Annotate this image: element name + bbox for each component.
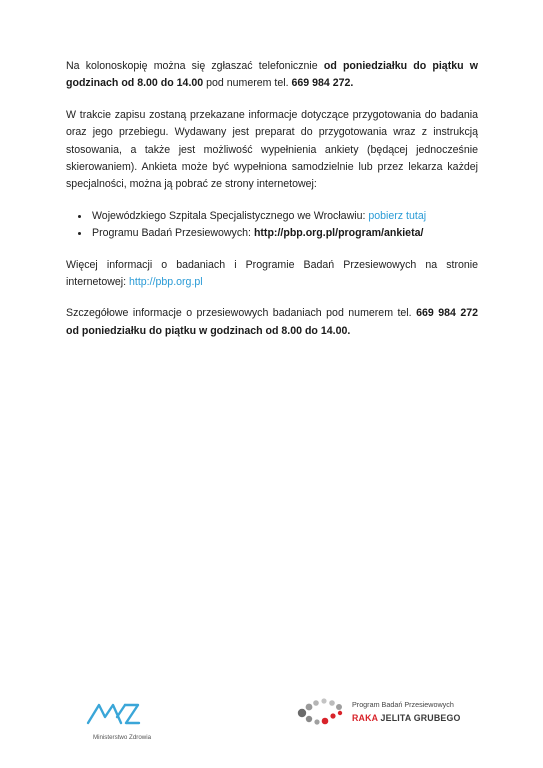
paragraph-text: pod numerem tel.: [203, 77, 292, 90]
paragraph-contact: [66, 305, 478, 340]
website-link[interactable]: http://pbp.org.pl: [129, 276, 203, 289]
hours-text: od poniedziałku do piątku w godzinach od 8.00 do 14.00: [66, 60, 478, 90]
program-title-red: RAKA: [352, 713, 378, 723]
program-name: Program Badań Przesiewowych: [352, 700, 454, 709]
paragraph-text: Więcej informacji o badaniach i Programie Badań Przesiewowych na stronie internetowej:: [66, 258, 478, 289]
paragraph-registration: [66, 58, 478, 93]
paragraph-more-info: [66, 257, 478, 292]
mz-logo-caption: Ministerstwo Zdrowia: [92, 734, 152, 741]
dots-chain-logo: [296, 697, 348, 727]
paragraph-text: Na kolonoskopię można się zgłaszać telefonicznie: [66, 60, 324, 72]
download-link[interactable]: pobierz tutaj: [368, 209, 427, 222]
document-body: [66, 58, 478, 354]
contact-hours: 669 984 272 od poniedziałku do piątku w godzinach od 8.00 do 14.00.: [66, 307, 478, 337]
list-item: [90, 225, 478, 242]
paragraph-text: Szczegółowe informacje o przesiewowych badaniach pod numerem tel.: [66, 307, 417, 320]
survey-sources-list: [66, 208, 478, 243]
program-title-dark: JELITA GRUBEGO: [377, 713, 461, 723]
list-item-text: Programu Badań Przesiewowych:: [92, 227, 254, 240]
paragraph-preparation: W trakcie zapisu zostaną przekazane informacje dotyczące przygotowania do badania oraz jego przebiegu. Wydawany jest preparat do przygotowania wraz z instrukcją stosowania, a także jest możliwość wypełnienia ankiety (będącej jednocześnie skierowaniem). Ankieta może być wypełniona samodzielnie lub przez lekarza każdej specjalności, można ją pobrać ze strony internetowej:: [66, 108, 478, 191]
program-title: [352, 713, 461, 723]
phone-number: 669 984 272.: [291, 77, 354, 90]
survey-url: http://pbp.org.pl/program/ankieta/: [253, 227, 424, 240]
list-item: [90, 208, 478, 225]
list-item-text: Wojewódzkiego Szpitala Specjalistycznego we Wrocławiu:: [92, 209, 369, 222]
